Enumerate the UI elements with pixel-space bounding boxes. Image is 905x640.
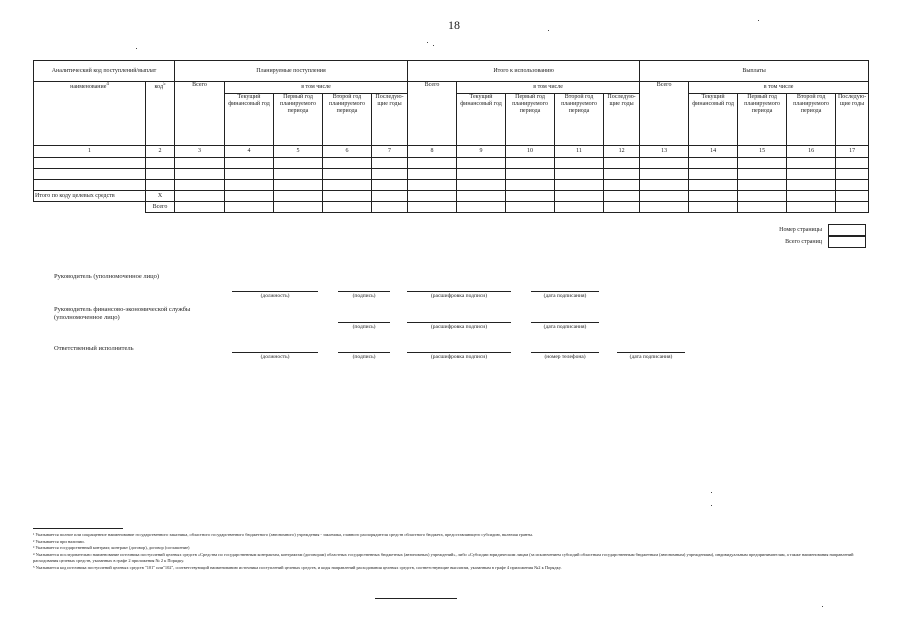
footnote: ⁴ Указывается последовательно наименование источника поступлений целевых средств «Средства по государственным контрактам, контрактам (договорам) областных государственных бюджетных (автономных) учреждений», либо «Субсидии юридическим лицам (за исключением субсидий областным государственным бюджетным (автономным) учреждениям), индивидуальным предпринимателям, а также наименования направлений расходования целевых средств, указанных в графе 2 приложения № 2 к Порядку. [33,551,854,564]
sub-col-later-years: Последую-щие годы [372,94,408,146]
scan-speck [427,42,428,43]
header-including-use: в том числе [457,82,640,94]
executor-label: Ответственный исполнитель [54,345,134,352]
executor-signature-caption: (подпись) [352,354,376,360]
column-number: 10 [506,146,555,158]
sub-col-first-year: Первый год планируемого периода [274,94,323,146]
column-number: 14 [689,146,738,158]
head-signature-line[interactable] [338,291,390,292]
header-analytic-code: Аналитический код поступлений/выплат [34,61,175,82]
page-number-label: Номер страницы [779,227,822,233]
header-code: код$^5$ [146,82,175,146]
sub-col-current-year: Текущий финансовый год [225,94,274,146]
scan-speck [758,20,759,21]
scan-speck [822,606,823,607]
header-total-use: Итого к использованию [408,61,640,82]
column-number: 8 [408,146,457,158]
sub-col-later-years: Последую-щие годы [836,94,869,146]
sub-col-current-year: Текущий финансовый год [689,94,738,146]
scan-speck [136,48,137,49]
executor-phone-line[interactable] [531,352,599,353]
column-number: 16 [787,146,836,158]
sub-col-first-year: Первый год планируемого периода [506,94,555,146]
total-by-code-row [34,191,869,202]
head-date-caption: (дата подписания) [543,293,587,299]
scan-speck [548,30,549,31]
header-payments: Выплаты [640,61,869,82]
head-signature-caption: (подпись) [352,293,376,299]
footnote-rule [33,528,123,529]
column-number: 4 [225,146,274,158]
head-date-line[interactable] [531,291,599,292]
table-row [34,180,869,191]
finance-date-line[interactable] [531,322,599,323]
finance-decoding-caption: (расшифровка подписи) [430,324,488,330]
sub-col-later-years: Последую-щие годы [604,94,640,146]
executor-phone-caption: (номер телефона) [544,354,586,360]
footnote: ⁵ Указывается код источника поступлений целевых средств "101" или"102", соответствующий наименованию источника поступлений целевых средств, и коды направлений расходования целевых средств, соответствующие выплатам, указанным в графе 4 приложения №2 к Порядку. [33,565,562,571]
column-number: 11 [555,146,604,158]
footnote: ¹ Указывается полное или сокращенное наименование государственного заказчика, областного государственного бюджетного (автономного) учреждения - заказчика, главного распорядителя средств областного бюджета, предоставляющего субсидию, включая гранты. [33,532,534,537]
scan-speck [711,492,712,493]
column-number: 5 [274,146,323,158]
total-by-code-mark: X [146,191,175,202]
scan-speck [711,505,712,506]
column-number: 3 [175,146,225,158]
finance-decoding-line[interactable] [407,322,511,323]
column-number: 17 [836,146,869,158]
finance-head-label: Руководитель финансово-экономической службы (уполномоченное лицо) [54,306,191,322]
executor-date-caption: (дата подписания) [629,354,673,360]
grand-total-label: Всего [146,202,175,213]
grand-total-row [34,202,869,213]
executor-decoding-caption: (расшифровка подписи) [430,354,488,360]
table-row [34,158,869,169]
column-number: 15 [738,146,787,158]
column-number: 6 [323,146,372,158]
column-number: 2 [146,146,175,158]
total-pages-label: Всего страниц [785,239,822,245]
footnote: ² Указывается при наличии. [33,538,85,544]
form-table [33,60,869,213]
page-number-box[interactable] [828,224,866,236]
page-counter [630,224,866,248]
column-number: 1 [34,146,146,158]
total-pages-box[interactable] [828,236,866,248]
page-number: 18 [448,18,460,32]
sub-col-second-year: Второй год планируемого периода [555,94,604,146]
column-number: 12 [604,146,640,158]
total-by-code-label: Итого по коду целевых средств [34,191,146,202]
header-including-receipts: в том числе [225,82,408,94]
column-number-row [34,146,869,158]
footnotes [33,528,873,572]
finance-signature-line[interactable] [338,322,390,323]
header-including-payments: в том числе [689,82,869,94]
head-label: Руководитель (уполномоченное лицо) [54,273,160,280]
executor-signature-line[interactable] [338,352,390,353]
footnote: ³ Указывается государственный контракт, контракт (договор), договор (соглашение) [33,545,190,551]
finance-date-caption: (дата подписания) [543,324,587,330]
executor-position-caption: (должность) [260,354,290,360]
table-row [34,169,869,180]
header-name: наименование$^4$ [34,82,146,146]
sub-col-second-year: Второй год планируемого периода [787,94,836,146]
sub-col-second-year: Второй год планируемого периода [323,94,372,146]
header-planned-receipts: Планируемые поступления [175,61,408,82]
header-total-receipts: Всего [175,82,225,146]
sub-col-first-year: Первый год планируемого периода [738,94,787,146]
finance-signature-caption: (подпись) [352,324,376,330]
head-position-line[interactable] [232,291,318,292]
executor-date-line[interactable] [617,352,685,353]
sub-col-current-year: Текущий финансовый год [457,94,506,146]
head-decoding-line[interactable] [407,291,511,292]
column-number: 9 [457,146,506,158]
header-total-payments: Всего [640,82,689,146]
scan-speck [433,45,434,46]
column-number: 13 [640,146,689,158]
bottom-rule [375,598,457,599]
column-number: 7 [372,146,408,158]
executor-position-line[interactable] [232,352,318,353]
header-total-use-all: Всего [408,82,457,146]
head-decoding-caption: (расшифровка подписи) [430,293,488,299]
head-position-caption: (должность) [260,293,290,299]
executor-decoding-line[interactable] [407,352,511,353]
